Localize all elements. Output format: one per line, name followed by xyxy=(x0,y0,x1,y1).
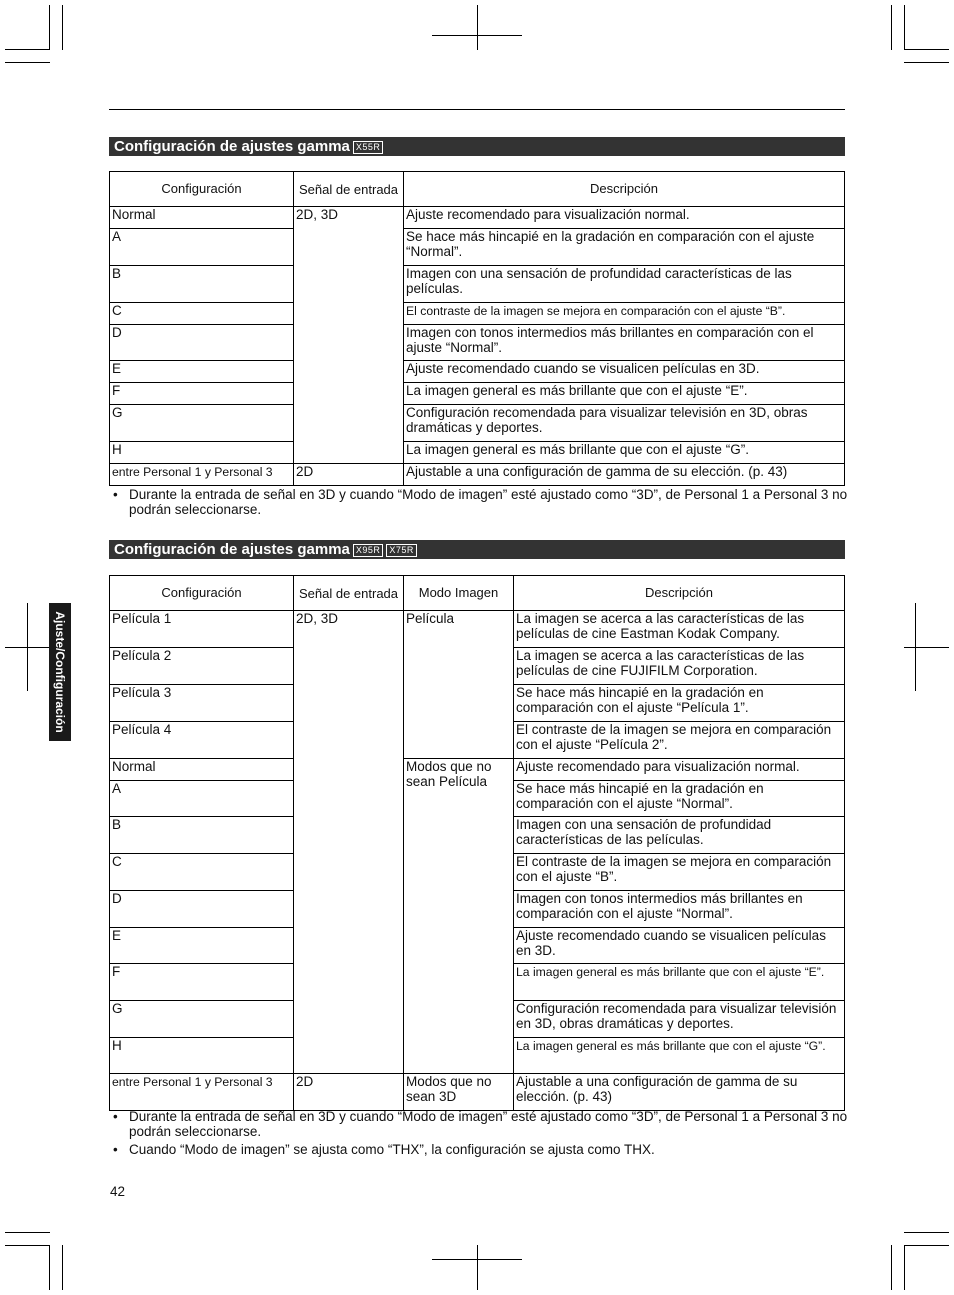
desc-cell: Imagen con tonos intermedios más brillantes en comparación con el ajuste “Normal”. xyxy=(404,325,845,361)
desc-cell: Se hace más hincapié en la gradación en comparación con el ajuste “Normal”. xyxy=(404,229,845,266)
config-cell: entre Personal 1 y Personal 3 xyxy=(110,1074,294,1111)
config-cell: D xyxy=(110,325,294,361)
desc-cell: Ajustable a una configuración de gamma de su elección. (p. 43) xyxy=(514,1074,845,1111)
config-cell: F xyxy=(110,964,294,1001)
table-row xyxy=(110,361,845,383)
note-item xyxy=(113,488,848,517)
table-row xyxy=(110,759,845,781)
config-cell: Película 1 xyxy=(110,611,294,648)
note-text: Durante la entrada de señal en 3D y cuando “Modo de imagen” esté ajustado como “3D”, de Personal 1 a Personal 3 no podrán seleccionarse. xyxy=(129,487,848,517)
desc-cell: Configuración recomendada para visualizar televisión en 3D, obras dramáticas y deportes. xyxy=(514,1001,845,1038)
signal-cell: 2D, 3D xyxy=(294,207,404,464)
desc-cell: Imagen con tonos intermedios más brillantes en comparación con el ajuste “Normal”. xyxy=(514,891,845,928)
note-item xyxy=(113,1110,848,1139)
config-cell: Película 2 xyxy=(110,648,294,685)
desc-cell: La imagen general es más brillante que con el ajuste “G”. xyxy=(514,1038,845,1074)
config-cell: F xyxy=(110,383,294,405)
table-row xyxy=(110,405,845,442)
header-rule xyxy=(109,109,845,110)
desc-cell: Se hace más hincapié en la gradación en comparación con el ajuste “Película 1”. xyxy=(514,685,845,722)
desc-cell: El contraste de la imagen se mejora en comparación con el ajuste “Película 2”. xyxy=(514,722,845,759)
mode-cell: Modos que no sean 3D xyxy=(404,1074,514,1111)
desc-cell: La imagen se acerca a las características de las películas de cine FUJIFILM Corporation. xyxy=(514,648,845,685)
table-header-row xyxy=(110,172,845,207)
table-row xyxy=(110,207,845,229)
config-cell: Normal xyxy=(110,207,294,229)
bullet: • xyxy=(113,487,118,502)
note-item xyxy=(113,1143,848,1158)
note-text: Cuando “Modo de imagen” se ajusta como “THX”, la configuración se ajusta como THX. xyxy=(129,1142,655,1157)
gamma-table-x55r xyxy=(109,171,845,486)
table-header-row xyxy=(110,576,845,611)
config-cell: E xyxy=(110,361,294,383)
config-cell: Película 3 xyxy=(110,685,294,722)
header-configuracion: Configuración xyxy=(110,576,294,611)
config-cell: Película 4 xyxy=(110,722,294,759)
desc-cell: La imagen se acerca a las características de las películas de cine Eastman Kodak Company. xyxy=(514,611,845,648)
desc-cell: El contraste de la imagen se mejora en comparación con el ajuste “B”. xyxy=(404,303,845,325)
note-text: Durante la entrada de señal en 3D y cuando “Modo de imagen” esté ajustado como “3D”, de Personal 1 a Personal 3 no podrán seleccionarse. xyxy=(129,1109,848,1139)
signal-cell: 2D xyxy=(294,464,404,486)
section-title-x95r-x75r xyxy=(109,540,845,559)
desc-cell: Ajuste recomendado para visualización normal. xyxy=(514,759,845,781)
signal-cell: 2D xyxy=(294,1074,404,1111)
header-descripcion: Descripción xyxy=(404,172,845,207)
table-row xyxy=(110,266,845,303)
model-badge: X55R xyxy=(353,141,384,154)
notes-section2 xyxy=(113,1110,848,1162)
model-badge: X75R xyxy=(386,544,417,557)
config-cell: H xyxy=(110,442,294,464)
table-row xyxy=(110,303,845,325)
config-cell: H xyxy=(110,1038,294,1074)
desc-cell: La imagen general es más brillante que con el ajuste “E”. xyxy=(514,964,845,1001)
mode-cell: Modos que no sean Película xyxy=(404,759,514,1074)
config-cell: C xyxy=(110,303,294,325)
desc-cell: Ajuste recomendado para visualización normal. xyxy=(404,207,845,229)
desc-cell: La imagen general es más brillante que con el ajuste “E”. xyxy=(404,383,845,405)
config-cell: G xyxy=(110,405,294,442)
desc-cell: Imagen con una sensación de profundidad características de las películas. xyxy=(404,266,845,303)
side-tab xyxy=(49,603,71,741)
desc-cell: El contraste de la imagen se mejora en comparación con el ajuste “B”. xyxy=(514,854,845,891)
table-row xyxy=(110,383,845,405)
config-cell: C xyxy=(110,854,294,891)
config-cell: B xyxy=(110,817,294,854)
config-cell: entre Personal 1 y Personal 3 xyxy=(110,464,294,486)
config-cell: D xyxy=(110,891,294,928)
config-cell: B xyxy=(110,266,294,303)
config-cell: A xyxy=(110,229,294,266)
config-cell: E xyxy=(110,928,294,964)
signal-cell: 2D, 3D xyxy=(294,611,404,1074)
model-badge: X95R xyxy=(353,544,384,557)
section-title-text: Configuración de ajustes gamma xyxy=(114,541,350,558)
header-senal: Señal de entrada xyxy=(294,576,404,611)
config-cell: A xyxy=(110,781,294,817)
gamma-table-x95r-x75r xyxy=(109,575,845,1111)
table-row xyxy=(110,1074,845,1111)
section-title-x55r xyxy=(109,137,845,156)
side-tab-label: Ajuste/Configuración xyxy=(53,611,67,733)
page-number: 42 xyxy=(110,1184,126,1199)
desc-cell: Ajuste recomendado cuando se visualicen películas en 3D. xyxy=(514,928,845,964)
table-row xyxy=(110,325,845,361)
desc-cell: Se hace más hincapié en la gradación en comparación con el ajuste “Normal”. xyxy=(514,781,845,817)
desc-cell: Ajustable a una configuración de gamma de su elección. (p. 43) xyxy=(404,464,845,486)
table-row xyxy=(110,464,845,486)
table-row xyxy=(110,442,845,464)
section-title-text: Configuración de ajustes gamma xyxy=(114,138,350,155)
header-modo-imagen: Modo Imagen xyxy=(404,576,514,611)
config-cell: Normal xyxy=(110,759,294,781)
header-senal: Señal de entrada xyxy=(294,172,404,207)
notes-section1 xyxy=(113,488,848,521)
desc-cell: Configuración recomendada para visualizar televisión en 3D, obras dramáticas y deportes. xyxy=(404,405,845,442)
config-cell: G xyxy=(110,1001,294,1038)
table-row xyxy=(110,611,845,648)
desc-cell: Ajuste recomendado cuando se visualicen películas en 3D. xyxy=(404,361,845,383)
desc-cell: La imagen general es más brillante que con el ajuste “G”. xyxy=(404,442,845,464)
bullet: • xyxy=(113,1109,118,1124)
desc-cell: Imagen con una sensación de profundidad características de las películas. xyxy=(514,817,845,854)
header-configuracion: Configuración xyxy=(110,172,294,207)
mode-cell: Película xyxy=(404,611,514,759)
table-row xyxy=(110,229,845,266)
bullet: • xyxy=(113,1142,118,1157)
header-descripcion: Descripción xyxy=(514,576,845,611)
